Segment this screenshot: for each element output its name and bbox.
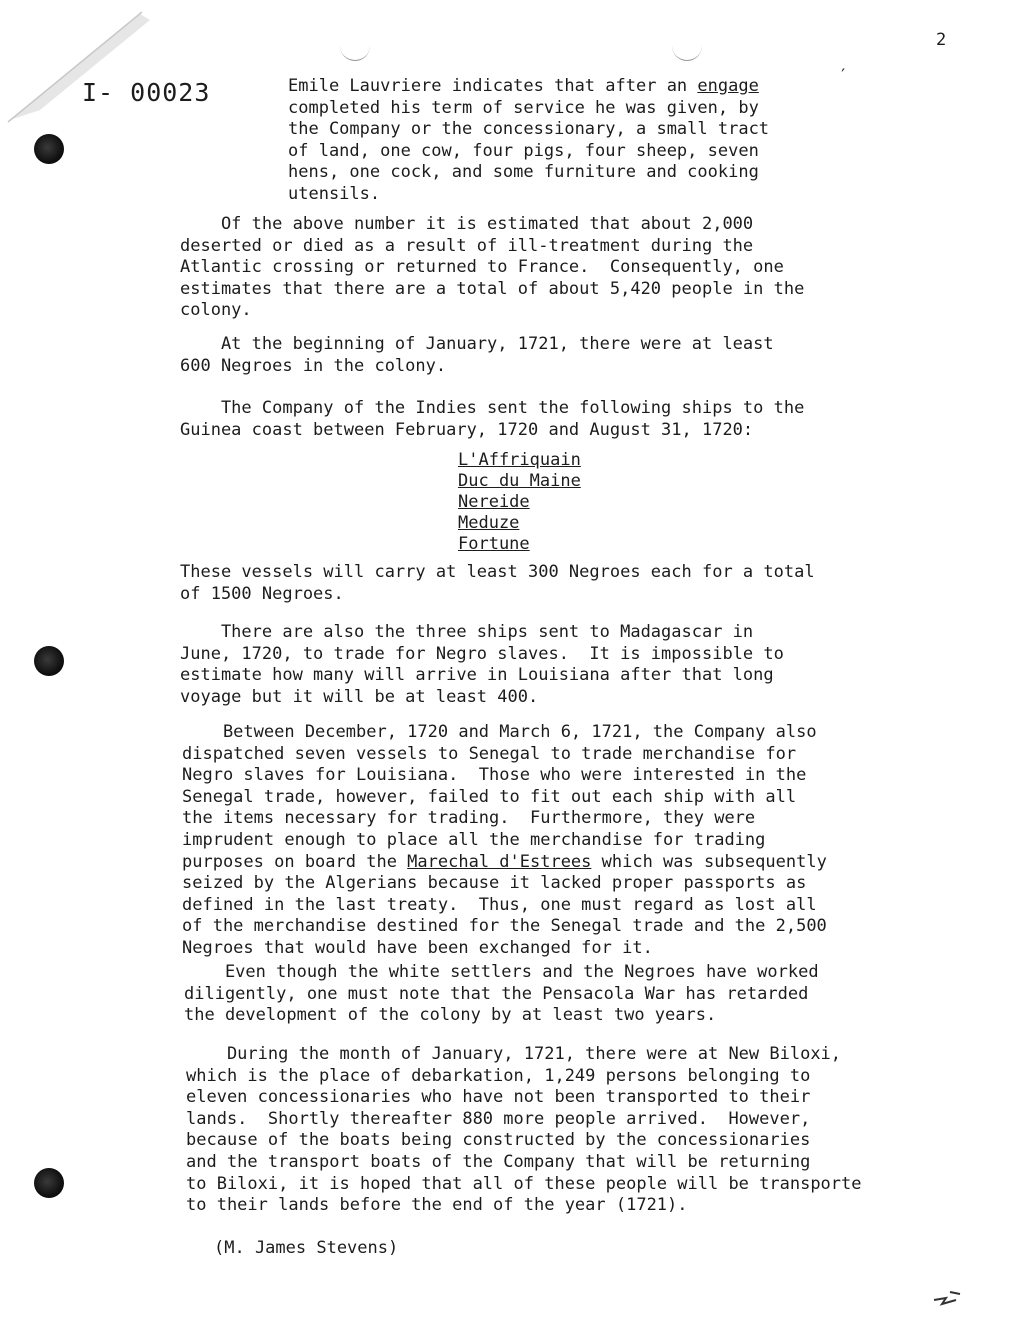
folded-corner-mark (0, 0, 160, 140)
text-line: completed his term of service he was given, by (288, 97, 759, 118)
text-line: June, 1720, to trade for Negro slaves. It is impossible to (180, 643, 784, 664)
text-line: Atlantic crossing or returned to France. Consequently, one (180, 257, 784, 278)
text-line: The Company of the Indies sent the following ships to the (180, 398, 805, 418)
text-line: Negro slaves for Louisiana. Those who were interested in the (182, 765, 807, 786)
punch-hole-middle (34, 646, 64, 676)
ship-name: Meduze (458, 513, 520, 533)
text-line: and the transport boats of the Company that will be returning (186, 1151, 811, 1172)
text-line: purposes on board the Marechal d'Estrees which was subsequently (182, 851, 827, 872)
text-line: Even though the white settlers and the Negroes have worked (184, 962, 819, 982)
ship-name-marechal: Marechal d'Estrees (407, 851, 592, 872)
text-line: estimates that there are a total of about 5,420 people in the (180, 278, 805, 299)
text-line: because of the boats being constructed by the concessionaries (186, 1130, 811, 1151)
text-line: At the beginning of January, 1721, there were at least (180, 334, 774, 354)
binder-ring-mark-right (672, 46, 702, 61)
ship-name: Fortune (458, 534, 530, 554)
text-line: hens, one cock, and some furniture and cooking (288, 162, 759, 183)
text-line: During the month of January, 1721, there were at New Biloxi, (186, 1044, 842, 1064)
text-line: Emile Lauvriere indicates that after an engage (288, 76, 759, 96)
ink-smudge-mark (930, 1286, 970, 1310)
ship-name: Nereide (458, 492, 530, 512)
paragraph-3 (180, 334, 774, 377)
text-line: 600 Negroes in the colony. (180, 355, 447, 376)
text-line: to their lands before the end of the year (1721). (186, 1195, 688, 1216)
text-line: the Company or the concessionary, a small tract (288, 119, 770, 140)
text-line: estimate how many will arrive in Louisiana after that long (180, 665, 774, 686)
text-line: imprudent enough to place all the merchandise for trading (182, 829, 766, 850)
text-line: eleven concessionaries who have not been transported to their (186, 1087, 811, 1108)
punch-hole-top (34, 134, 64, 164)
paragraph-2 (180, 214, 805, 322)
text-line: defined in the last treaty. Thus, one must regard as lost all (182, 894, 817, 915)
ship-name: Duc du Maine (458, 471, 581, 491)
text-line: which is the place of debarkation, 1,249 persons belonging to (186, 1065, 811, 1086)
text-line: deserted or died as a result of ill-treatment during the (180, 235, 754, 256)
paragraph-9 (186, 1044, 862, 1217)
page-number: 2 (936, 30, 947, 50)
text-line: of the merchandise destined for the Senegal trade and the 2,500 (182, 916, 827, 937)
text-line: colony. (180, 300, 252, 321)
ships-list (458, 450, 581, 555)
ship-name: L'Affriquain (458, 450, 581, 470)
text-line: voyage but it will be at least 400. (180, 686, 539, 707)
text-line: utensils. (288, 183, 381, 204)
text-line: of land, one cow, four pigs, four sheep, seven (288, 140, 759, 161)
text-line: to Biloxi, it is hoped that all of these people will be transporte (186, 1173, 862, 1194)
text-line: of 1500 Negroes. (180, 583, 344, 604)
text-line: Negroes that would have been exchanged for it. (182, 937, 653, 958)
text-line: dispatched seven vessels to Senegal to trade merchandise for (182, 743, 797, 764)
author-signature: (M. James Stevens) (214, 1238, 399, 1258)
accent-mark: ′ (838, 66, 849, 86)
text-line: diligently, one must note that the Pensacola War has retarded (184, 983, 809, 1004)
punch-hole-bottom (34, 1168, 64, 1198)
paragraph-1 (288, 76, 769, 206)
text-line: seized by the Algerians because it lacked proper passports as (182, 873, 807, 894)
underlined-word: engage (697, 76, 759, 96)
text-line: Guinea coast between February, 1720 and August 31, 1720: (180, 419, 754, 440)
paragraph-8 (184, 962, 819, 1027)
text-line: lands. Shortly thereafter 880 more people arrived. However, (186, 1108, 811, 1129)
text-line: the items necessary for trading. Furthermore, they were (182, 808, 756, 829)
document-id-stamp: I- 00023 (82, 78, 211, 107)
paragraph-4 (180, 398, 804, 441)
binder-ring-mark-left (340, 46, 370, 61)
text-line: Of the above number it is estimated that about 2,000 (180, 214, 754, 234)
paragraph-5 (180, 562, 815, 605)
text-line: Senegal trade, however, failed to fit out each ship with all (182, 786, 797, 807)
text-line: These vessels will carry at least 300 Negroes each for a total (180, 562, 815, 582)
paragraph-6 (180, 622, 784, 708)
text-line: There are also the three ships sent to Madagascar in (180, 622, 754, 642)
text-line: Between December, 1720 and March 6, 1721, the Company also (182, 722, 817, 742)
text-line: the development of the colony by at least two years. (184, 1005, 717, 1026)
paragraph-7 (182, 722, 827, 960)
